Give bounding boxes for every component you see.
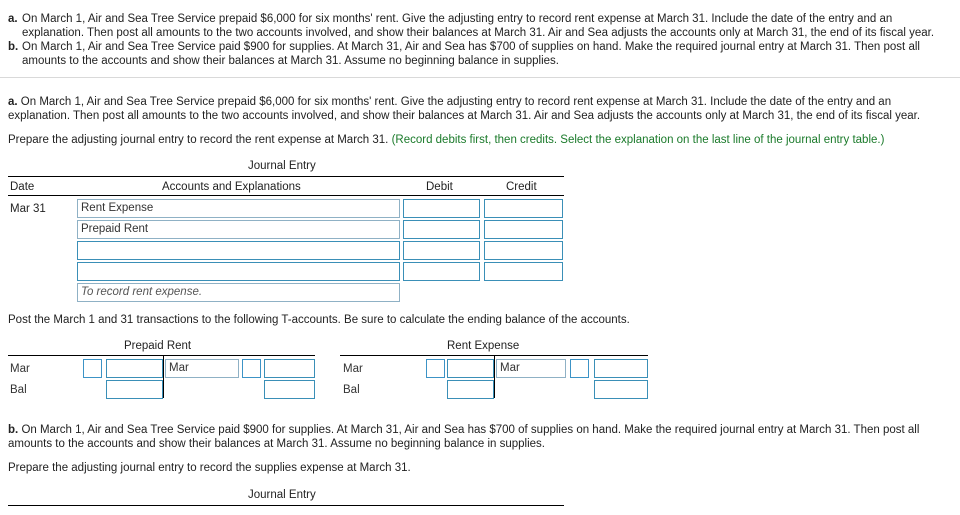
journal-header-rule: [8, 195, 564, 196]
t-prepaid-bal-amount[interactable]: [106, 380, 163, 399]
t-rentexp-right-amount[interactable]: [594, 359, 648, 378]
t-rentexp-bal-amount[interactable]: [447, 380, 494, 399]
journal-col-debit: Debit: [426, 181, 453, 193]
t-account-rent-expense-title: Rent Expense: [447, 340, 520, 352]
journal-col-date: Date: [10, 181, 35, 193]
t-prepaid-left-mar: Mar: [10, 363, 30, 375]
journal-account-input-4[interactable]: [77, 262, 400, 281]
journal-debit-input-4[interactable]: [403, 262, 480, 281]
t-rentexp-right-mar[interactable]: Mar: [496, 359, 566, 378]
part-a-question: [8, 95, 956, 123]
part-a-instruction-text: Prepare the adjusting journal entry to record the rent expense at March 31.: [8, 134, 389, 146]
t-rentexp-left-bal: Bal: [343, 384, 360, 396]
t-account-prepaid-rent-rule: [8, 355, 315, 356]
part-b-instruction: Prepare the adjusting journal entry to record the supplies expense at March 31.: [8, 462, 411, 474]
t-prepaid-left-bal: Bal: [10, 384, 27, 396]
part-b-question: [8, 423, 956, 451]
t-prepaid-left-amount[interactable]: [106, 359, 163, 378]
t-account-rent-expense-divider: [494, 355, 495, 398]
top-question-b: [8, 40, 956, 68]
part-b-journal-title: Journal Entry: [248, 489, 316, 501]
top-question-b-label: b.: [8, 41, 19, 53]
t-rentexp-right-date-box[interactable]: [570, 359, 589, 378]
part-b-label: b.: [8, 424, 19, 436]
t-prepaid-left-date-box[interactable]: [83, 359, 102, 378]
t-rentexp-left-amount[interactable]: [447, 359, 494, 378]
t-rentexp-left-mar: Mar: [343, 363, 363, 375]
t-prepaid-bal-right-amount[interactable]: [264, 380, 315, 399]
part-a-label: a.: [8, 96, 18, 108]
part-a-instruction: [8, 134, 956, 146]
t-prepaid-right-amount[interactable]: [264, 359, 315, 378]
journal-title: Journal Entry: [248, 160, 316, 172]
t-prepaid-right-mar[interactable]: Mar: [165, 359, 239, 378]
part-b-journal-top-rule: [8, 505, 564, 506]
journal-debit-input-1[interactable]: [403, 199, 480, 218]
top-question-b-text: On March 1, Air and Sea Tree Service paid $900 for supplies. At March 31, Air and Sea has $700 of supplies on hand. Make the required journal entry at March 31. Then post all amounts to the accounts and show their balances at March 31. Assume no beginning balance in supplies.: [22, 41, 920, 67]
t-account-prepaid-rent-title: Prepaid Rent: [124, 340, 192, 352]
t-rentexp-bal-right-amount[interactable]: [594, 380, 648, 399]
journal-credit-input-2[interactable]: [484, 220, 563, 239]
journal-credit-input-1[interactable]: [484, 199, 563, 218]
t-account-prepaid-rent-divider: [163, 355, 164, 398]
journal-credit-input-3[interactable]: [484, 241, 563, 260]
t-accounts-instruction: Post the March 1 and 31 transactions to the following T-accounts. Be sure to calculate the ending balance of the accounts.: [8, 314, 630, 326]
t-rentexp-left-date-box[interactable]: [426, 359, 445, 378]
journal-debit-input-2[interactable]: [403, 220, 480, 239]
part-b-text: On March 1, Air and Sea Tree Service paid $900 for supplies. At March 31, Air and Sea has $700 of supplies on hand. Make the required journal entry at March 31. Then post all amounts to the accounts and show their balances at March 31. Assume no beginning balance in supplies.: [8, 424, 920, 450]
t-prepaid-right-date-box[interactable]: [242, 359, 261, 378]
top-question-a-label: a.: [8, 13, 18, 25]
journal-top-rule: [8, 176, 564, 177]
top-question-a-text: On March 1, Air and Sea Tree Service prepaid $6,000 for six months' rent. Give the adjusting entry to record rent expense at March 31. Include the date of the entry and an explanation. Then post all amounts to the two accounts involved, and show their balances at March 31. Air and Sea adjusts the accounts only at March 31, the end of its fiscal year.: [22, 13, 935, 39]
journal-col-accounts: Accounts and Explanations: [162, 181, 301, 193]
part-a-instruction-hint: (Record debits first, then credits. Select the explanation on the last line of the journal entry table.): [391, 134, 885, 146]
journal-credit-input-4[interactable]: [484, 262, 563, 281]
divider: [0, 77, 960, 78]
top-question-a: [8, 12, 956, 40]
journal-account-input-1[interactable]: Rent Expense: [77, 199, 400, 218]
journal-debit-input-3[interactable]: [403, 241, 480, 260]
top-cut-line: [8, 0, 208, 3]
journal-account-input-2[interactable]: Prepaid Rent: [77, 220, 400, 239]
journal-col-credit: Credit: [506, 181, 537, 193]
part-a-text: On March 1, Air and Sea Tree Service prepaid $6,000 for six months' rent. Give the adjusting entry to record rent expense at March 31. Include the date of the entry and an explanation. Then post all amounts to the two accounts involved, and show their balances at March 31. Air and Sea adjusts the accounts only at March 31, the end of its fiscal year.: [8, 96, 921, 122]
journal-account-input-3[interactable]: [77, 241, 400, 260]
journal-date: Mar 31: [10, 203, 46, 215]
journal-explanation-select[interactable]: To record rent expense.: [77, 283, 400, 302]
